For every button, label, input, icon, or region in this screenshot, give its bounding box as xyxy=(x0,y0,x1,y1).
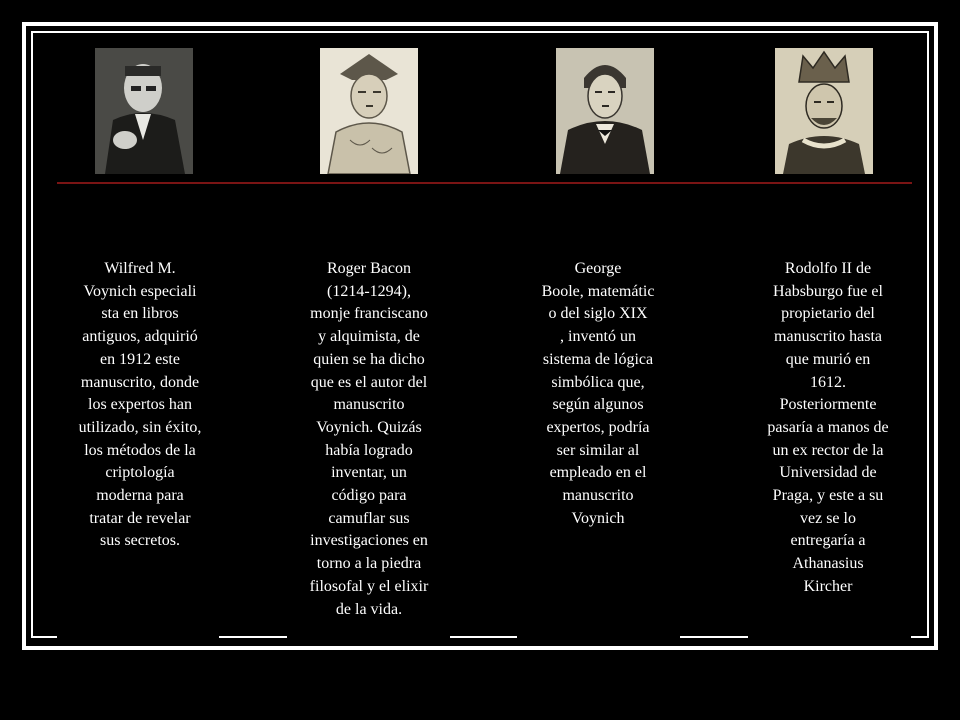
caption-bacon: Roger Bacon (1214-1294), monje franciscano y alquimista, de quien se ha dicho que es el autor del manuscrito Voynich. Quizás había logrado inventar, un código para camuflar sus investigaciones en torno a la piedra filosofal y el elixir de la vida. xyxy=(309,260,429,618)
frame-gap xyxy=(57,632,219,640)
frame-gap xyxy=(517,632,680,640)
portrait-boole-image xyxy=(556,48,654,174)
frame-gap xyxy=(748,632,911,640)
portrait-rudolf-image xyxy=(775,48,873,174)
divider-line xyxy=(57,182,912,184)
caption-boole: George Boole, matemátic o del siglo XIX , inventó un sistema de lógica simbólica que, según algunos expertos, podría ser similar al empleado en el manuscrito Voynich xyxy=(541,260,655,527)
caption-voynich: Wilfred M. Voynich especiali sta en libros antiguos, adquirió en 1912 este manuscrito, donde los expertos han utilizado, sin éxito, los métodos de la criptología moderna para tratar de revelar sus secretos. xyxy=(78,260,202,550)
caption-rudolf: Rodolfo II de Habsburgo fue el propietario del manuscrito hasta que murió en 1612. Posteriormente pasaría a manos de un ex rector de la Universidad de Praga, y este a su vez se lo entregaría a Athanasius Kircher xyxy=(767,260,889,595)
portrait-voynich-image xyxy=(95,48,193,174)
portrait-bacon-image xyxy=(320,48,418,174)
frame-gap xyxy=(287,632,450,640)
